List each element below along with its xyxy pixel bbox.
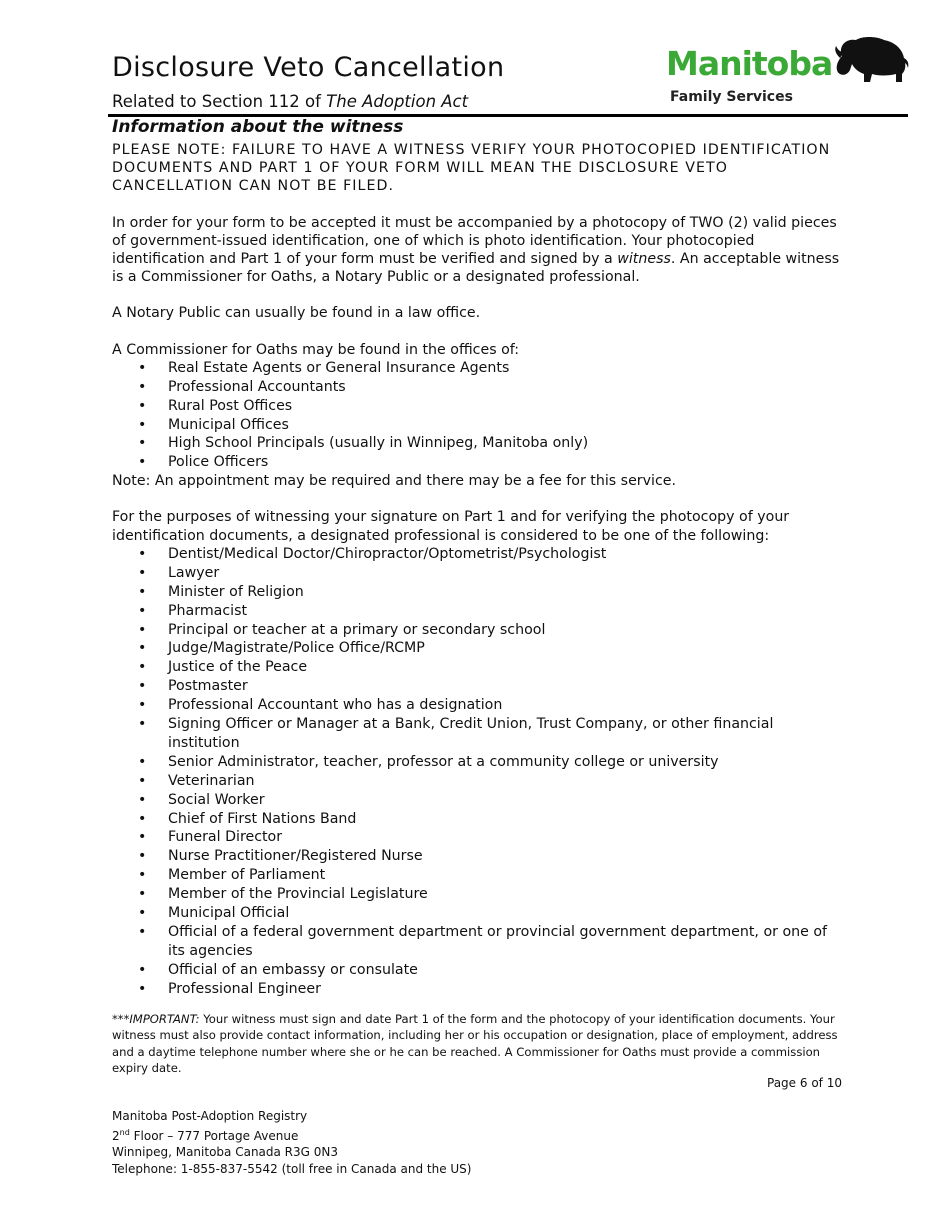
important-text: Your witness must sign and date Part 1 of the form and the photocopy of your identification documents. Your witness must also provide contact information, including her or his occupation or designation, place of employment, address and a daytime telephone number where she or he can be reached. A Commissioner for Oaths must provide a commission expiry date. (112, 1011, 838, 1076)
list-item: • Funeral Director (138, 829, 283, 846)
important-note (112, 1011, 842, 1077)
list-item: • Principal or teacher at a primary or secondary school (138, 621, 546, 638)
logo-department: Family Services (670, 89, 793, 105)
list-item: • Professional Accountants (138, 378, 346, 395)
footer-street: 2nd Floor – 777 Portage Avenue (112, 1127, 299, 1143)
list-item: • Veterinarian (138, 772, 255, 789)
list-item: • Real Estate Agents or General Insurance Agents (138, 359, 510, 376)
intro-text-before: In order for your form to be accepted it must be accompanied by a photocopy of TWO (2) valid pieces of government-issued identification, one of which is photo identification. Your photocopied identification and Part 1 of your form must be verified and signed by a (112, 214, 837, 268)
professionals-lead: For the purposes of witnessing your signature on Part 1 and for verifying the photocopy of your identification documents, a designated professional is considered to be one of the following: (112, 509, 790, 544)
subtitle-act: The Adoption Act (326, 92, 469, 111)
bison-icon (832, 34, 910, 86)
page-number: Page 6 of 10 (767, 1076, 842, 1090)
list-item: • Postmaster (138, 678, 248, 695)
notary-paragraph: A Notary Public can usually be found in a law office. (112, 305, 481, 322)
commissioner-list (112, 359, 842, 472)
list-item: • Member of Parliament (138, 867, 326, 884)
list-item: • Professional Engineer (138, 980, 321, 997)
list-item: • Nurse Practitioner/Registered Nurse (138, 848, 423, 865)
list-item: • Pharmacist (138, 602, 248, 619)
list-item: • Professional Accountant who has a designation (138, 697, 503, 714)
intro-emphasis: witness (617, 251, 671, 268)
list-item: • Police Officers (138, 454, 269, 471)
footer-org: Manitoba Post-Adoption Registry (112, 1109, 308, 1123)
intro-paragraph (112, 214, 842, 287)
commissioner-note: Note: An appointment may be required and there may be a fee for this service. (112, 473, 677, 490)
section-heading: Information about the witness (112, 117, 404, 137)
intro-text-after: . An acceptable witness is a Commissioner for Oaths, a Notary Public or a designated professional. (112, 251, 840, 286)
footer-phone: Telephone: 1-855-837-5542 (toll free in Canada and the US) (112, 1161, 472, 1176)
list-item: • Judge/Magistrate/Police Office/RCMP (138, 640, 425, 657)
list-item: • Chief of First Nations Band (138, 810, 357, 827)
list-item: • Lawyer (138, 564, 220, 581)
list-item: • Senior Administrator, teacher, professor at a community college or university (138, 753, 719, 770)
footer-address (112, 1108, 471, 1177)
list-item: • Dentist/Medical Doctor/Chiropractor/Optometrist/Psychologist (138, 545, 607, 562)
list-item: • Official of a federal government department or provincial government department, or one of its agencies (138, 924, 828, 959)
footer-city: Winnipeg, Manitoba Canada R3G 0N3 (112, 1145, 339, 1159)
list-item: • Municipal Official (138, 905, 290, 922)
page-title: Disclosure Veto Cancellation (112, 52, 505, 83)
list-item: • Justice of the Peace (138, 659, 308, 676)
list-item: • Minister of Religion (138, 583, 304, 600)
important-label: ***IMPORTANT: (112, 1011, 200, 1026)
logo-wordmark: Manitoba (666, 44, 833, 83)
list-item: • Rural Post Offices (138, 397, 293, 414)
subtitle-prefix: Related to Section 112 of (112, 92, 327, 111)
list-item: • Social Worker (138, 791, 265, 808)
page-subtitle (112, 92, 468, 111)
list-item: • High School Principals (usually in Winnipeg, Manitoba only) (138, 435, 589, 452)
professionals-list (112, 545, 842, 999)
list-item: • Municipal Offices (138, 416, 289, 433)
main-content (112, 141, 842, 1077)
list-item: • Official of an embassy or consulate (138, 961, 418, 978)
list-item: • Signing Officer or Manager at a Bank, Credit Union, Trust Company, or other financial institution (138, 716, 774, 751)
manitoba-logo (666, 34, 911, 110)
warning-notice: PLEASE NOTE: FAILURE TO HAVE A WITNESS VERIFY YOUR PHOTOCOPIED IDENTIFICATION DOCUMENTS AND PART 1 OF YOUR FORM WILL MEAN THE DISCLOSURE VETO CANCELLATION CAN NOT BE FILED. (112, 142, 831, 195)
list-item: • Member of the Provincial Legislature (138, 886, 428, 903)
commissioner-lead: A Commissioner for Oaths may be found in the offices of: (112, 341, 520, 358)
